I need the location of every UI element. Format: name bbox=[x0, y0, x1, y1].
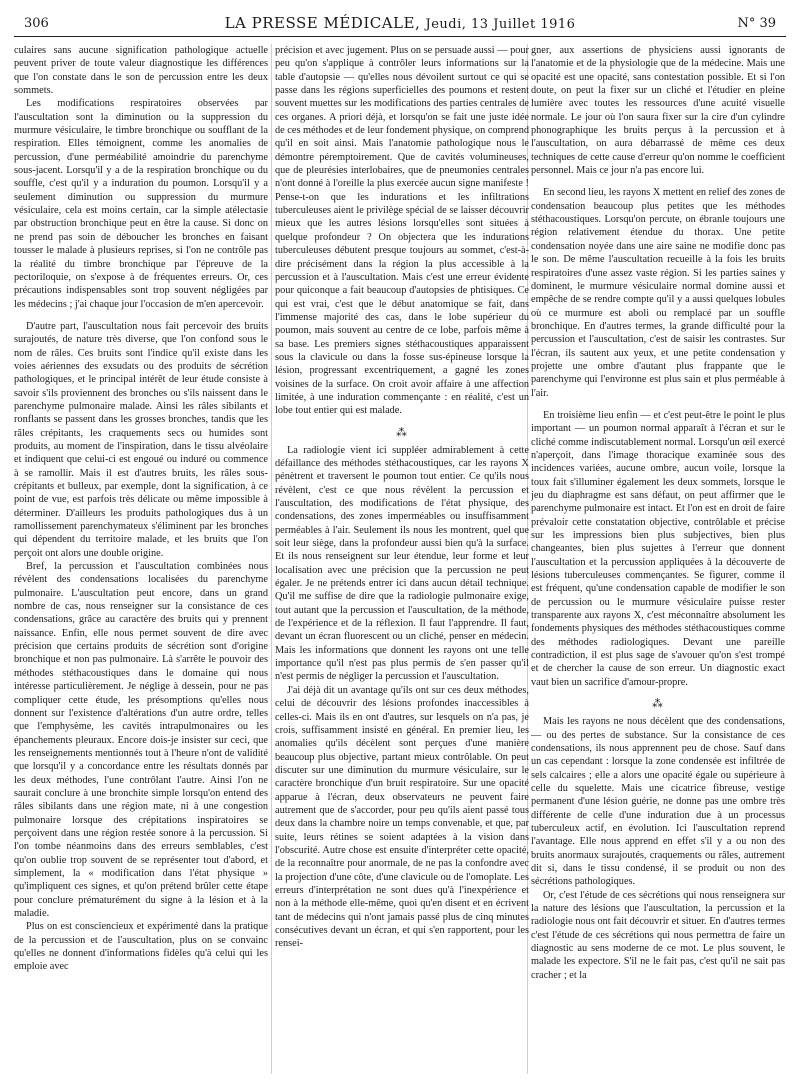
text-column-left bbox=[14, 44, 268, 1074]
paragraph: Bref, la percussion et l'auscultation combinées nous révèlent des condensations localisées du parenchyme pulmonaire. L'auscultation peut encore, dans un grand nombre de cas, nous renseigner sur la consistance de ces condensations, grâce au caractère des bruits qui y prennent naissance. Enfin, elle nous permet souvent de dire avec précision que certains produits de sécrétion sont d'origine bronchique et non pas pulmonaire. Là s'arrête le pouvoir des méthodes stéthacoustiques dans le domaine qui nous intéresse particulièrement. Je néglige à dessein, pour ne pas compliquer cette étude, les présomptions qu'elles nous donnent sur l'existence d'altérations d'un autre ordre, telles que l'emphysème, les cavités intrapulmonaires ou les épanchements pleuraux. Encore dois-je insister sur ceci, que les renseignements mentionnés tout à l'heure n'ont de validité que lorsqu'il y a concordance entre les résultats donnés par les deux méthodes, l'une contrôlant l'autre. Ainsi l'on ne saurait conclure à une bronchite simple lorsqu'on entend des râles sibilants dans une région mate, ni à une congestion pulmonaire lorsque des crépitations inspiratoires se perçoivent dans une région restée sonore à la percussion. Si l'on tombe néanmoins dans des erreurs semblables, c'est qu'on oublie trop souvent de se représenter tout d'abord, et simplement, la « modification dans l'état physique » qu'impliquent ces signes, et qu'on prétend brûler cette étape pour conclure prématurément du signe à la lésion et à la maladie. bbox=[14, 561, 268, 919]
paragraph: J'ai déjà dit un avantage qu'ils ont sur ces deux méthodes, celui de découvrir des lésions profondes inaccessibles à celles-ci. Mais ils en ont d'autres, sur lesquels on n'a pas, je crois, suffisamment insisté en général. En premier lieu, les anomalies qu'ils décèlent sont perçues d'une manière beaucoup plus objective, partant mieux contrôlable. On peut discuter sur une diminution du murmure vésiculaire, sur le caractère bronchique d'un bruit respiratoire. Sur une opacité apparue à l'écran, deux observateurs ne peuvent faire autrement que de s'accorder, pour peu qu'ils aient passé tous deux dans la chambre noire un temps convenable, et que, par suite, leurs rétines se soient adaptées à la vision dans l'obscurité. Autre chose est ensuite d'interpréter cette opacité, de la reconnaître pour anormale, de ne pas la confondre avec la projection d'une côte, d'une clavicule ou de l'omoplate. Les erreurs d'interprétation ne sont dues qu'à l'inexpérience et non à la méthode elle-même, quoi qu'en disent et en écrivent tant de médecins qui n'ont jamais passé plus de cinq minutes consécutives devant un écran, et qui s'en rapportent, pour les rensei- bbox=[275, 684, 529, 950]
section-ornament: ⁂ bbox=[652, 698, 664, 711]
paragraph: D'autre part, l'auscultation nous fait percevoir des bruits surajoutés, de nature très diverse, que l'on confond sous le nom de râles. Ces bruits sont l'indice qu'il existe dans les voies aériennes des exsudats ou des produits de sécrétion pathologiques, et le principal intérêt de leur étude consiste à savoir s'ils proviennent des bronches ou s'ils naissent dans le parenchyme pulmonaire malade. Ainsi les râles sibilants et ronflants se passent dans les grosses bronches, tandis que les râles crépitants, les craquements secs ou humides sont produits, au moment de l'inspiration, dans le tissu alvéolaire et indiquent que celui-ci est engoué ou induré ou commence à se ramollir. Mais il est d'autres bruits, les râles sous-crépitants et bulleux, par exemple, dont la signification, à ce point de vue, est parfois très délicate ou même impossible à déterminer. D'ailleurs les produits pathologiques dus à un ramollissement parenchymateux s'éliminent par les bronches qui dépendent du territoire malade, et les bruits que l'on perçoit ont alors une double origine. bbox=[14, 320, 268, 559]
paragraph: culaires sans aucune signification pathologique actuelle peuvent priver de toute valeur diagnostique les différences que l'on constate dans le son de percussion entre les deux sommets. bbox=[14, 45, 268, 97]
paragraph: gner, aux assertions de physiciens aussi ignorants de l'anatomie et de la physiologie que de la médecine. Mais une opacité est une opacité, sans contestation possible. Et si l'on doute, on peut la fixer sur un cliché et l'étudier en pleine lumière avec toutes les ressources d'une acuité visuelle normale. Le jour où l'on saura fixer sur la cire d'un cylindre phonographique les bruits perçus à la percussion et à l'auscultation, on aura débarrassé de même ces deux techniques de cette cause d'erreur qu'on nomme le coefficient personnel. Mais ce jour n'a pas encore lui. bbox=[531, 45, 785, 177]
paragraph: Or, c'est l'étude de ces sécrétions qui nous renseignera sur la nature des lésions que l'auscultation, la percussion et la radiologie nous ont fait découvrir et situer. En d'autres termes c'est l'étude de ces sécrétions qui nous permettra de faire un diagnostic au sens moderne de ce mot. Le plus souvent, le malade les expectore. S'il ne le fait pas, c'est qu'il ne sait pas cracher ; et la bbox=[531, 889, 785, 981]
paragraph: En second lieu, les rayons X mettent en relief des zones de condensation beaucoup plus petites que les méthodes stéthacoustiques. Lorsqu'on percute, on ébranle toujours une région relativement étendue du thorax. Une petite condensation noyée dans une aire saine ne modifie donc pas le son. De même l'auscultation recueille à la fois les bruits respiratoires d'une assez vaste région. Si les parties saines y dominent, le murmure vésiculaire normal domine aussi et empêche de se rendre compte qu'il y a aussi quelques lobules où ce murmure est aboli ou remplacé par un souffle bronchique. En d'autres termes, la grande difficulté pour la percussion et l'auscultation, c'est de saisir les contrastes. Sur l'écran, ils sautent aux yeux, et une petite condensation y projette une ombre d'autant plus frappante que le parenchyme qui l'environne est plus sain et plus perméable à l'air. bbox=[531, 187, 785, 399]
paragraph: Les modifications respiratoires observées par l'auscultation sont la diminution ou la suppression du murmure vésiculaire, le timbre bronchique ou soufflant de la respiration. Elles témoignent, comme les anomalies de percussion, d'une perméabilité amoindrie du parenchyme sous-jacent. Lorsqu'il y a de la respiration bronchique ou du souffle, c'est qu'il y a induration du poumon. Lorsqu'il y a seulement diminution ou suppression du murmure vésiculaire, cela est moins certain, car la simple atélectasie par obstruction bronchique peut en être la cause. Si donc on ne prend pas soin de déboucher les bronches en faisant tousser le malade à plusieurs reprises, si l'on ne contrôle pas la réalité du timbre bronchique par l'épreuve de la pectoriloquie, on s'expose à de fréquentes erreurs. Or, ces précautions indispensables sont trop souvent négligées par les médecins ; j'ai chaque jour l'occasion de m'en apercevoir. bbox=[14, 98, 268, 310]
journal-name: LA PRESSE MÉDICALE, bbox=[224, 14, 421, 32]
page-number: 306 bbox=[24, 16, 49, 31]
paragraph: En troisième lieu enfin — et c'est peut-être le point le plus important — un poumon normal apparaît à l'écran et sur le cliché comme indiscutablement normal. Lorsqu'un œil exercé n'aperçoit, dans l'image thoracique examinée sous des incidences variées, aucune ombre, aucun voile, lorsque la toux fait s'illuminer également les deux sommets, lorsque le jeu du diaphragme est sans défaut, on peut affirmer que le parenchyme pulmonaire est intact. Et l'on est en droit de faire prévaloir cette constatation objective, contrôlable et précise sur les impressions bien plus subjectives, bien plus changeantes, bien plus sujettes à l'erreur que donnent l'auscultation et la percussion appliquées à la découverte de lésions tuberculeuses commençantes. Se figurer, comme il est fréquent, qu'une condensation capable de modifier le son de percussion ou le murmure vésiculaire puisse rester transparente aux rayons X, c'est méconnaître absolument les fondements physiques des méthodes stéthacoustiques comme des méthodes radiologiques. Devant une pareille contradiction, il est plus sage de s'avouer qu'on s'est trompé et de chercher la cause de son erreur. Un diagnostic exact vaut bien un sacrifice d'amour-propre. bbox=[531, 409, 785, 688]
paragraph: Plus on est consciencieux et expérimenté dans la pratique de la percussion et de l'auscultation, plus on se convainc qu'elles ne donnent d'informations fidèles qu'à celui qui les emploie avec bbox=[14, 921, 268, 973]
paragraph: La radiologie vient ici suppléer admirablement à cette défaillance des méthodes stéthacoustiques, car les rayons X pénètrent et traversent le poumon tout entier. Ce qu'ils nous révèlent, c'est ce que nous révèlent la percussion et l'auscultation, des modifications de l'état physique, des condensations, des zones imperméables ou insuffisamment perméables à l'air. Seulement ils nous les montrent, quel que soit leur siège, dans la profondeur aussi bien qu'à la surface. Et ils nous renseignent sur leur étendue, leur forme et leur localisation avec une précision que la percussion ne peut égaler. Je ne prétends entrer ici dans aucun détail technique. Qu'il me suffise de dire que la radiologie pulmonaire exige, tout autant que la percussion et l'auscultation, de la méthode, de l'expérience et de la réflexion. Il faut l'apprendre. Il faut, devant un écran fluorescent ou un cliché, penser en médecin. Mais les informations que donnent les rayons ont une telle importance qu'il n'est pas plus permis de s'en passer qu'il n'est permis de négliger la percussion et l'auscultation. bbox=[275, 444, 529, 683]
paragraph: Mais les rayons ne nous décèlent que des condensations, — ou des pertes de substance. Sur la consistance de ces condensations, ils nous apprennent peu de chose. Sauf dans un cas cependant : lorsque la zone condensée est infiltrée de sels calcaires ; elle a alors une opacité égale ou supérieure à celle du squelette. Mais une cicatrice fibreuse, vestige permanent d'une lésion guérie, ne donne pas une ombre très différente de celle d'une induration due à un processus tuberculeux actif, en évolution. Ici l'auscultation reprend l'avantage. Elle nous apprend en effet s'il y a ou non des bruits anormaux surajoutés, craquements ou râles, autrement dit si, dans le tissu condensé, il se produit ou non des sécrétions pathologiques. bbox=[531, 716, 785, 888]
section-ornament: ⁂ bbox=[396, 426, 408, 439]
paragraph: précision et avec jugement. Plus on se persuade aussi — pour peu qu'on s'applique à contrôler leurs informations sur la table d'autopsie — qu'elles nous dévoilent surtout ce qui se passe dans les régions superficielles des poumons et restent souvent muettes sur les modifications des parties centrales de ces organes. A priori déjà, et lorsqu'on se fait une juste idée de ces méthodes et de leur fondement physique, on comprend qu'il en soit ainsi. Mais l'anatomie pathologique nous le démontre péremptoirement. Que de cavités volumineuses, que de pleurésies interlobaires, que de pneumonies centrales n'ont donné à l'oreille la plus exercée aucun signe manifeste ! Pense-t-on que les indurations et les infiltrations tuberculeuses aient le privilège spécial de se laisser découvrir mieux que les autres lésions lorsqu'elles sont situées à quelque profondeur ? On objectera que les indurations tuberculeuses débutent presque toujours au sommet, c'est-à-dire précisément dans la région la plus accessible à la percussion et à l'auscultation. Mais c'est une erreur évidente pour quiconque a fait beaucoup d'autopsies de phtisiques. Ce qui est vrai, c'est que le début anatomique se fait, dans l'immense majorité des cas, dans le lobe supérieur du poumon, mais souvent au centre de ce lobe, parfois même à sa base. Les premiers signes stéthacoustiques apparaissent sous la clavicule ou dans la fosse sus-épineuse lorsque la lésion, progressant excentriquement, a gagné les zones voisines de la surface. On croit avoir affaire à une affection limitée, à une induration commençante : en réalité, c'est un lobe tout entier qui est malade. bbox=[275, 45, 529, 417]
page-header bbox=[14, 14, 786, 37]
text-column-right bbox=[531, 44, 785, 1074]
running-title bbox=[14, 14, 786, 32]
issue-date: Jeudi, 13 Juillet 1916 bbox=[425, 17, 576, 32]
text-column-middle bbox=[275, 44, 529, 1074]
issue-number: N° 39 bbox=[737, 16, 776, 31]
column-divider bbox=[271, 44, 272, 1074]
